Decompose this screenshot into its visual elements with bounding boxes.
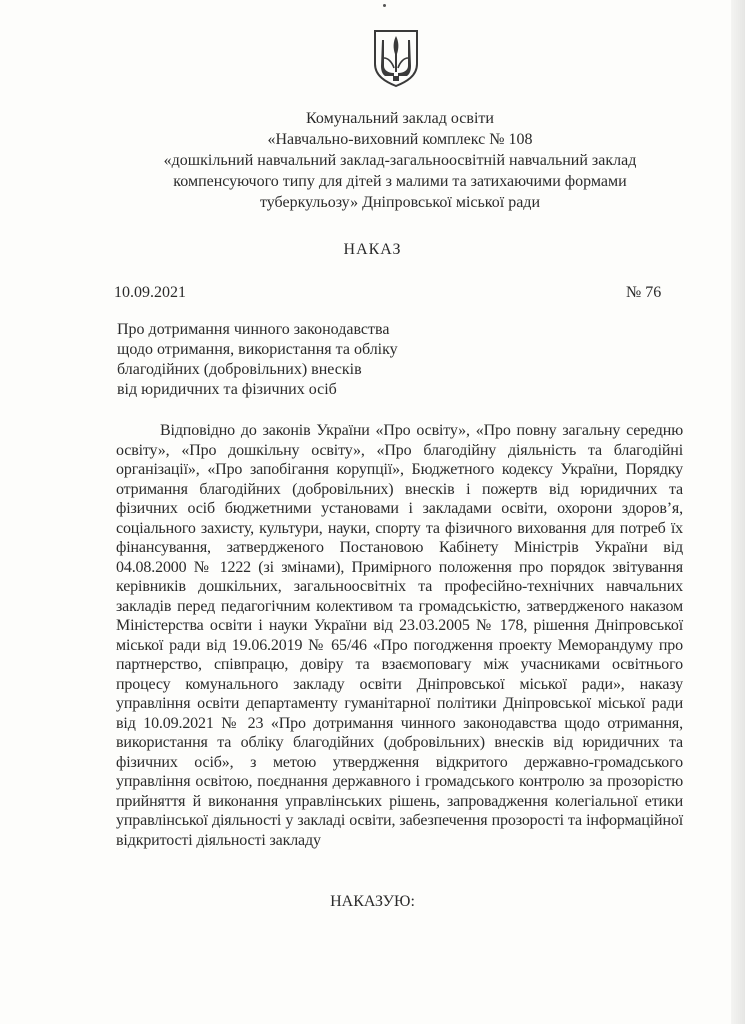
subject-line: від юридичних та фізичних осіб [117, 381, 337, 398]
preamble-paragraph: Відповідно до законів України «Про освіту», «Про повну загальну середню освіту», «Про дошкільну освіту», «Про благодійну діяльність та благодійні організації», «Про запобігання корупції», Бюджетного кодексу України, Порядку отримання благодійних (добровільних) внесків і пожертв від юридичних та фізичних осіб бюджетними установами і закладами освіти, охорони здоров’я, соціального захисту, культури, науки, спорту та фізичного виховання для потреб їх фінансування, затвердженого Постановою Кабінету Міністрів України від 04.08.2000 № 1222 (зі змінами), Примірного положення про порядок звітування керівників дошкільних, загальноосвітніх та професійно-технічних навчальних закладів перед педагогічним колективом та громадськістю, затвердженого наказом Міністерства освіти і науки України від 23.03.2005 № 178, рішення Дніпровської міської ради від 19.06.2019 № 65/46 «Про погодження проекту Меморандуму про партнерство, співпрацю, довіру та взаємоповагу між учасниками освітнього процесу комунального закладу освіти Дніпровської міської ради», наказу управління освіти департаменту гуманітарної політики Дніпровської міської ради від 10.09.2021 № 23 «Про дотримання чинного законодавства щодо отримання, використання та обліку благодійних (добровільних) внесків від юридичних та фізичних осіб», з метою утвердження відкритого державно-громадського управління освітою, поєднання державного і громадського контролю за прозорістю прийняття й виконання управлінських рішень, запровадження колегіальної етики управлінської діяльності у закладі освіти, забезпечення прозорості та інформаційної відкритості діяльності закладу [116, 422, 683, 849]
header-line: туберкульозу» Дніпровської міської ради [259, 194, 541, 211]
subject-line: Про дотримання чинного законодавства [117, 321, 390, 338]
trident-coat-of-arms-icon [372, 28, 420, 88]
document-title: НАКАЗ [343, 241, 402, 258]
header-line: Комунальний заклад освіти [306, 110, 494, 127]
document-number: № 76 [626, 284, 662, 301]
subject-line: благодійних (добровільних) внесків [117, 361, 362, 378]
document-date: 10.09.2021 [114, 284, 186, 301]
header-line: «Навчально-виховний комплекс № 108 [267, 131, 533, 148]
scan-dot [383, 4, 386, 7]
scan-edge [731, 0, 745, 1024]
subject-line: щодо отримання, використання та обліку [117, 341, 398, 358]
header-line: «дошкільний навчальний заклад-загальноосвітній навчальний заклад [163, 152, 637, 169]
header-line: компенсуючого типу для дітей з малими та затихаючими формами [173, 173, 627, 190]
document-subject [117, 320, 447, 400]
order-heading: НАКАЗУЮ: [330, 893, 415, 910]
institution-header [110, 108, 690, 213]
